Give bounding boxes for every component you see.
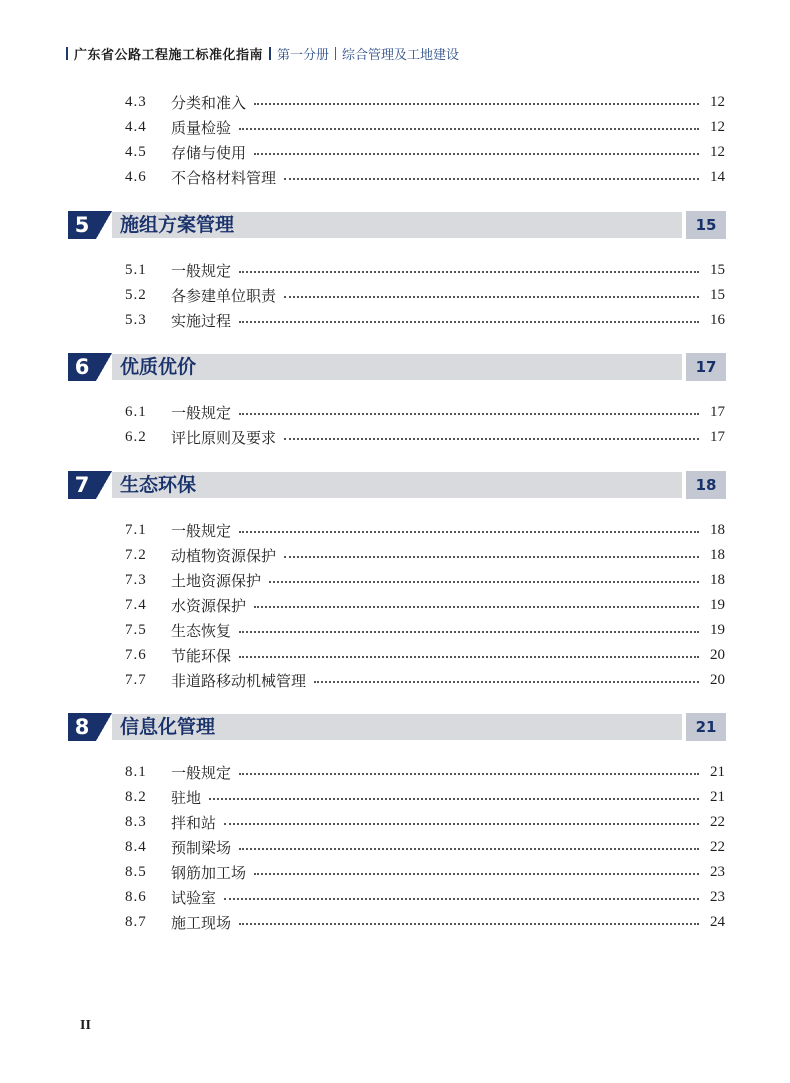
entry-number: 7.3 bbox=[125, 571, 147, 588]
leader-dots bbox=[254, 605, 699, 608]
entry-title: 非道路移动机械管理 bbox=[171, 671, 307, 690]
entry-title: 各参建单位职责 bbox=[171, 286, 277, 305]
entry-number: 4.5 bbox=[125, 143, 147, 160]
volume-subtitle: 综合管理及工地建设 bbox=[342, 48, 460, 63]
toc-entry[interactable] bbox=[125, 427, 725, 447]
toc-entry[interactable] bbox=[125, 570, 725, 590]
chapter-page: 18 bbox=[686, 471, 726, 499]
entry-title: 试验室 bbox=[171, 888, 217, 907]
entry-title: 钢筋加工场 bbox=[171, 863, 247, 882]
leader-dots bbox=[254, 152, 699, 155]
toc-entry[interactable] bbox=[125, 520, 725, 540]
entry-page: 21 bbox=[710, 788, 725, 805]
entry-page: 12 bbox=[710, 93, 725, 110]
entry-title: 动植物资源保护 bbox=[171, 546, 277, 565]
leader-dots bbox=[239, 530, 699, 533]
leader-dots bbox=[284, 295, 699, 298]
leader-dots bbox=[239, 320, 699, 323]
entry-page: 15 bbox=[710, 261, 725, 278]
entry-page: 18 bbox=[710, 571, 725, 588]
header-bar bbox=[269, 47, 271, 60]
entry-page: 22 bbox=[710, 838, 725, 855]
volume-label: 第一分册 bbox=[277, 48, 330, 63]
entry-page: 17 bbox=[710, 403, 725, 420]
chapter-page: 15 bbox=[686, 211, 726, 239]
leader-dots bbox=[239, 655, 699, 658]
entry-page: 18 bbox=[710, 521, 725, 538]
leader-dots bbox=[284, 555, 699, 558]
chapter-number: 6 bbox=[68, 353, 96, 381]
leader-dots bbox=[284, 437, 699, 440]
entry-number: 8.4 bbox=[125, 838, 147, 855]
entry-page: 19 bbox=[710, 621, 725, 638]
header-bar bbox=[66, 47, 68, 60]
entry-number: 8.7 bbox=[125, 913, 147, 930]
entry-title: 一般规定 bbox=[171, 521, 232, 540]
entry-number: 4.6 bbox=[125, 168, 147, 185]
toc-entry[interactable] bbox=[125, 310, 725, 330]
leader-dots bbox=[239, 270, 699, 273]
toc-entry[interactable] bbox=[125, 117, 725, 137]
entry-page: 18 bbox=[710, 546, 725, 563]
toc-entry[interactable] bbox=[125, 260, 725, 280]
leader-dots bbox=[314, 680, 699, 683]
entry-page: 20 bbox=[710, 671, 725, 688]
toc-entry[interactable] bbox=[125, 787, 725, 807]
entry-page: 23 bbox=[710, 888, 725, 905]
chapter-badge-slant bbox=[96, 713, 112, 741]
entry-title: 水资源保护 bbox=[171, 596, 247, 615]
running-header bbox=[60, 44, 459, 63]
toc-entry[interactable] bbox=[125, 595, 725, 615]
entry-number: 8.6 bbox=[125, 888, 147, 905]
book-title: 广东省公路工程施工标准化指南 bbox=[74, 48, 264, 63]
leader-dots bbox=[254, 102, 699, 105]
toc-entry[interactable] bbox=[125, 912, 725, 932]
entry-title: 不合格材料管理 bbox=[171, 168, 277, 187]
leader-dots bbox=[239, 630, 699, 633]
chapter-title: 优质优价 bbox=[120, 356, 197, 378]
entry-number: 7.2 bbox=[125, 546, 147, 563]
chapter-heading[interactable] bbox=[68, 353, 726, 381]
entry-number: 7.5 bbox=[125, 621, 147, 638]
entry-page: 15 bbox=[710, 286, 725, 303]
chapter-number: 7 bbox=[68, 471, 96, 499]
entry-number: 7.7 bbox=[125, 671, 147, 688]
entry-page: 24 bbox=[710, 913, 725, 930]
entry-number: 7.4 bbox=[125, 596, 147, 613]
chapter-heading[interactable] bbox=[68, 211, 726, 239]
header-divider bbox=[335, 47, 336, 60]
entry-page: 22 bbox=[710, 813, 725, 830]
toc-entry[interactable] bbox=[125, 762, 725, 782]
chapter-badge-slant bbox=[96, 353, 112, 381]
entry-number: 8.2 bbox=[125, 788, 147, 805]
chapter-title: 信息化管理 bbox=[120, 716, 216, 738]
chapter-number: 8 bbox=[68, 713, 96, 741]
chapter-page: 21 bbox=[686, 713, 726, 741]
entry-title: 一般规定 bbox=[171, 763, 232, 782]
toc-entry[interactable] bbox=[125, 862, 725, 882]
chapter-band bbox=[112, 472, 682, 498]
entry-number: 8.1 bbox=[125, 763, 147, 780]
entry-number: 6.2 bbox=[125, 428, 147, 445]
entry-title: 驻地 bbox=[171, 788, 202, 807]
toc-entry[interactable] bbox=[125, 285, 725, 305]
toc-entry[interactable] bbox=[125, 620, 725, 640]
entry-number: 5.1 bbox=[125, 261, 147, 278]
leader-dots bbox=[224, 897, 699, 900]
leader-dots bbox=[239, 412, 699, 415]
entry-number: 8.5 bbox=[125, 863, 147, 880]
toc-entry[interactable] bbox=[125, 670, 725, 690]
entry-title: 质量检验 bbox=[171, 118, 232, 137]
entry-number: 7.6 bbox=[125, 646, 147, 663]
entry-page: 21 bbox=[710, 763, 725, 780]
toc-entry[interactable] bbox=[125, 92, 725, 112]
entry-title: 预制梁场 bbox=[171, 838, 232, 857]
toc-entry[interactable] bbox=[125, 167, 725, 187]
entry-page: 12 bbox=[710, 118, 725, 135]
leader-dots bbox=[209, 797, 699, 800]
entry-number: 7.1 bbox=[125, 521, 147, 538]
chapter-badge-slant bbox=[96, 471, 112, 499]
entry-title: 存储与使用 bbox=[171, 143, 247, 162]
entry-number: 5.2 bbox=[125, 286, 147, 303]
toc-entry[interactable] bbox=[125, 812, 725, 832]
chapter-heading[interactable] bbox=[68, 471, 726, 499]
entry-title: 拌和站 bbox=[171, 813, 217, 832]
toc-entry[interactable] bbox=[125, 645, 725, 665]
entry-number: 4.3 bbox=[125, 93, 147, 110]
entry-page: 19 bbox=[710, 596, 725, 613]
entry-title: 生态恢复 bbox=[171, 621, 232, 640]
entry-number: 8.3 bbox=[125, 813, 147, 830]
page-folio: II bbox=[80, 1018, 91, 1033]
entry-page: 20 bbox=[710, 646, 725, 663]
chapter-band bbox=[112, 354, 682, 380]
toc-entry[interactable] bbox=[125, 837, 725, 857]
leader-dots bbox=[284, 177, 699, 180]
leader-dots bbox=[269, 580, 699, 583]
leader-dots bbox=[239, 127, 699, 130]
entry-number: 6.1 bbox=[125, 403, 147, 420]
entry-number: 5.3 bbox=[125, 311, 147, 328]
entry-title: 分类和准入 bbox=[171, 93, 247, 112]
leader-dots bbox=[239, 922, 699, 925]
chapter-title: 生态环保 bbox=[120, 474, 197, 496]
entry-page: 17 bbox=[710, 428, 725, 445]
leader-dots bbox=[239, 847, 699, 850]
entry-page: 16 bbox=[710, 311, 725, 328]
leader-dots bbox=[224, 822, 699, 825]
chapter-number: 5 bbox=[68, 211, 96, 239]
toc-entry[interactable] bbox=[125, 402, 725, 422]
entry-title: 评比原则及要求 bbox=[171, 428, 277, 447]
leader-dots bbox=[239, 772, 699, 775]
toc-entry[interactable] bbox=[125, 887, 725, 907]
entry-title: 节能环保 bbox=[171, 646, 232, 665]
entry-page: 14 bbox=[710, 168, 725, 185]
toc-entry[interactable] bbox=[125, 545, 725, 565]
entry-title: 一般规定 bbox=[171, 403, 232, 422]
entry-title: 施工现场 bbox=[171, 913, 232, 932]
chapter-page: 17 bbox=[686, 353, 726, 381]
chapter-heading[interactable] bbox=[68, 713, 726, 741]
entry-title: 土地资源保护 bbox=[171, 571, 262, 590]
entry-title: 一般规定 bbox=[171, 261, 232, 280]
entry-number: 4.4 bbox=[125, 118, 147, 135]
leader-dots bbox=[254, 872, 699, 875]
chapter-badge-slant bbox=[96, 211, 112, 239]
chapter-title: 施组方案管理 bbox=[120, 214, 235, 236]
toc-entry[interactable] bbox=[125, 142, 725, 162]
entry-title: 实施过程 bbox=[171, 311, 232, 330]
entry-page: 23 bbox=[710, 863, 725, 880]
entry-page: 12 bbox=[710, 143, 725, 160]
